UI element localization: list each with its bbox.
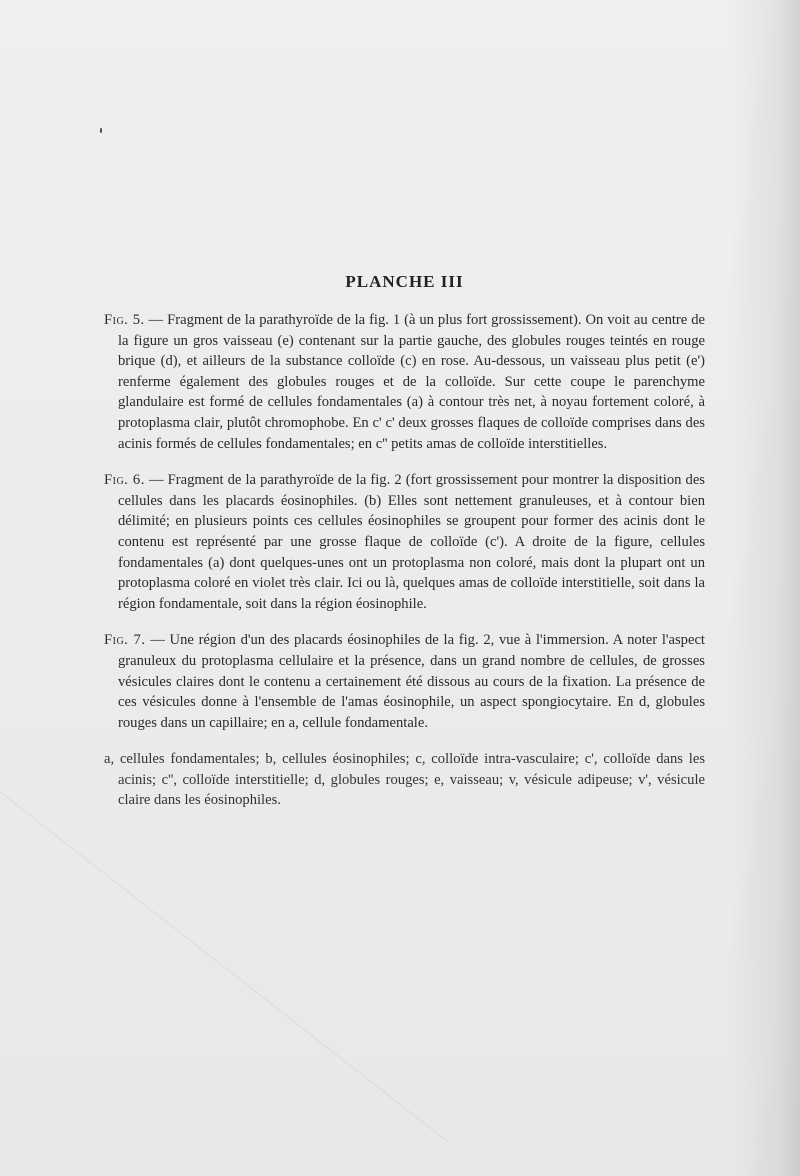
figure-caption-6 (104, 470, 705, 614)
figure-caption-5 (104, 310, 705, 454)
plate-caption-block (104, 268, 705, 811)
abbreviation-legend: a, cellules fondamentales; b, cellules éosinophiles; c, colloïde intra-vasculaire; c', colloïde dans les acinis; c'', colloïde interstitielle; d, globules rouges; e, vaisseau; v, vésicule adipeuse; v', vésicule claire dans les éosinophiles. (104, 751, 705, 809)
plate-title: PLANCHE III (345, 272, 464, 291)
figure-label: Fig. 5. (104, 312, 145, 328)
figure-text: — Fragment de la parathyroïde de la fig. 1 (à un plus fort grossissement). On voit au centre de la figure un gros vaisseau (e) contenant sur la partie gauche, des globules rouges teintés en rouge brique (d), et ailleurs de la substance colloïde (c) en rose. Au-dessous, un vaisseau plus petit (e') renferme également des globules rouges et de la colloïde. Sur cette coupe le parenchyme glandulaire est formé de cellules fondamentales (a) à contour très net, à noyau fortement coloré, à protoplasma clair, plutôt chromophobe. En c' c' deux grosses flaques de colloïde comprises dans des acinis formés de cellules fondamentales; en c'' petits amas de colloïde interstitielles. (118, 312, 705, 452)
page-edge-shadow (730, 0, 800, 1176)
figure-label: Fig. 7. (104, 632, 146, 649)
figure-caption-7 (104, 630, 705, 733)
figure-text: — Fragment de la parathyroïde de la fig. 2 (fort grossissement pour montrer la disposition des cellules dans les placards éosinophiles. (b) Elles sont nettement granuleuses, et à contour bien délimité; en plusieurs points ces cellules éosinophiles se groupent pour former des acinis dont le contenu est représenté par une grosse flaque de colloïde (c'). A droite de la figure, cellules fondamentales (a) dont quelques-unes ont un protoplasma non coloré, mais dont la plupart ont un protoplasma coloré en violet très clair. Ici ou là, quelques amas de colloïde interstitielle, soit dans la région fondamentale, soit dans la région éosinophile. (118, 472, 705, 612)
figure-text: — Une région d'un des placards éosinophiles de la fig. 2, vue à l'immersion. A noter l'aspect granuleux du protoplasma cellulaire et la présence, dans un grand nombre de cellules, de grosses vésicules claires dont le contenu a certainement été dissous au cours de la fixation. La présence de ces vésicules donne à l'ensemble de l'amas éosinophile, un aspect spongiocytaire. En d, globules rouges dans un capillaire; en a, cellule fondamentale. (118, 632, 705, 731)
figure-label: Fig. 6. (104, 472, 145, 489)
paper-speck (100, 128, 102, 133)
paper-fold-mark (0, 760, 449, 1142)
